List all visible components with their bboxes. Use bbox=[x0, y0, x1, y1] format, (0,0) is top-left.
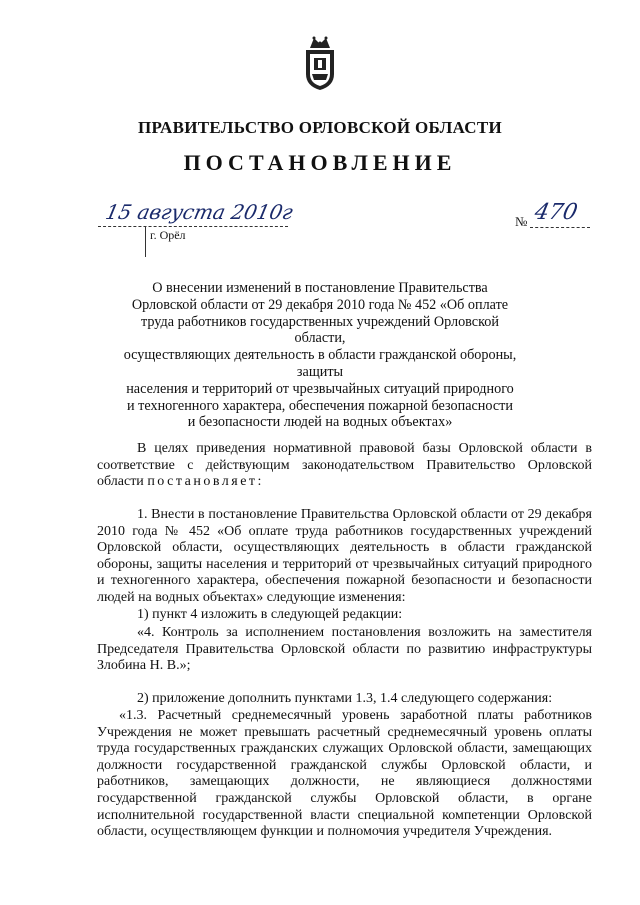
subitem-1-paragraph: 1) пункт 4 изложить в следующей редакции: bbox=[137, 607, 403, 622]
subject-line: О внесении изменений в постановление Правительства bbox=[152, 280, 488, 296]
subject-line: населения и территорий от чрезвычайных ситуаций природного bbox=[126, 380, 514, 397]
subitem-1-text-paragraph: «4. Контроль за исполнением постановления возложить на заместителя Председателя Правительства Орловской области по развитию инфраструктуры Злобина Н. В.»; bbox=[97, 625, 592, 674]
intro-emphasis: постановляет: bbox=[147, 474, 264, 490]
subitem-2-text-paragraph: «1.3. Расчетный среднемесячный уровень заработной платы работников Учреждения не может превышать расчетный среднемесячный уровень оплаты труда государственных гражданских служащих Орловской области, замещающих должности государственной гражданской службы Орловской области, и работников, замещающих должности, не являющиеся должностями государственной гражданской службы Орловской области, в органе исполнительной государственной власти специальной компетенции Орловской области, осуществляющем функции и полномочия учредителя Учреждения. bbox=[97, 708, 592, 840]
city-label: г. Орёл bbox=[150, 228, 186, 242]
document-type-title: ПОСТАНОВЛЕНИЕ bbox=[183, 150, 457, 175]
organization-title: ПРАВИТЕЛЬСТВО ОРЛОВСКОЙ ОБЛАСТИ bbox=[137, 118, 503, 137]
date-line bbox=[98, 226, 288, 228]
number-label: № bbox=[515, 214, 528, 229]
subject-line: и техногенного характера, обеспечения пожарной безопасности bbox=[127, 397, 513, 414]
subject-line: Орловской области от 29 декабря 2010 года № 452 «Об оплате bbox=[131, 296, 509, 313]
subject-line: и безопасности людей на водных объектах» bbox=[187, 414, 453, 431]
document-subject bbox=[120, 280, 520, 431]
number-line bbox=[530, 227, 590, 229]
intro-text: В целях приведения нормативной правовой базы Орловской области в соответствие с действующим законодательством Правительство Орловской области bbox=[97, 441, 592, 490]
handwritten-date: 15 августа 2010г bbox=[103, 200, 296, 224]
subject-line: труда работников государственных учреждений Орловской области, bbox=[141, 313, 499, 347]
subitem-2-paragraph: 2) приложение дополнить пунктами 1.3, 1.4 следующего содержания: bbox=[137, 691, 553, 706]
handwritten-number: 470 bbox=[532, 200, 580, 225]
coat-of-arms-icon bbox=[300, 34, 340, 92]
subject-line: осуществляющих деятельность в области гражданской обороны, защиты bbox=[123, 347, 517, 380]
intro-paragraph bbox=[97, 441, 592, 491]
item-1-paragraph: 1. Внести в постановление Правительства Орловской области от 29 декабря 2010 года № 452 «Об оплате труда работников государственных учреждений Орловской области, осуществляющих деятельность в области гражданской обороны, защиты населения и территорий от чрезвычайных ситуаций природного и техногенного характера, обеспечения пожарной безопасности и безопасности людей на водных объектах» следующие изменения: bbox=[97, 507, 592, 605]
